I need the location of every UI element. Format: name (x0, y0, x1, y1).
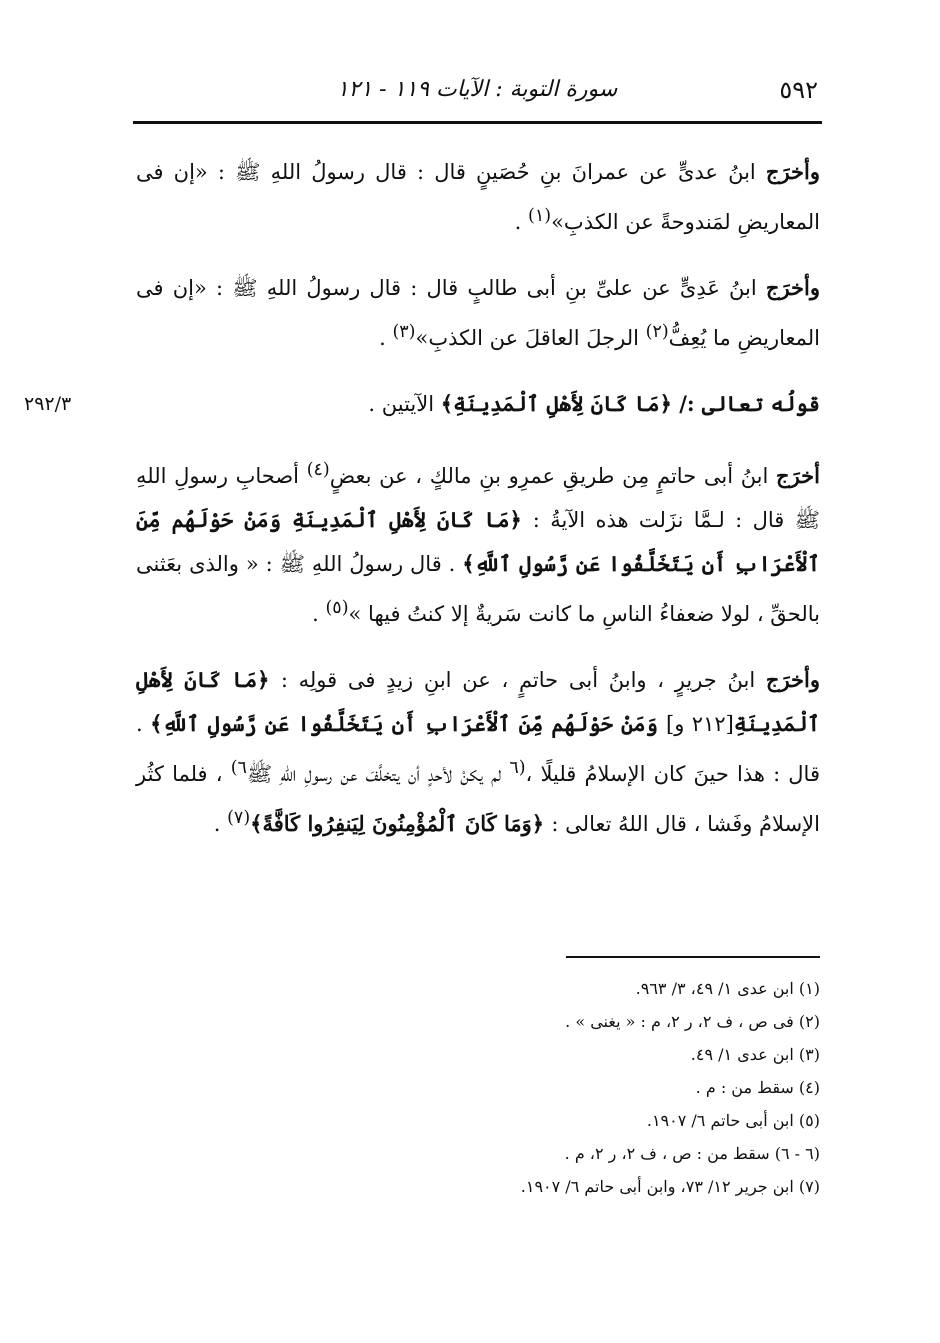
paragraph-end: . (514, 210, 529, 234)
footnote-marker: (٦ (509, 758, 526, 778)
footnote-marker: (٢) (645, 322, 669, 342)
manuscript-page-mark: [٢١٢ و] (666, 712, 734, 736)
footnote-marker: (٤) (306, 460, 330, 480)
paragraph-lead: أخرَج (776, 463, 820, 488)
quran-quote: وَمَنْ حَوْلَهُم مِّنَ ٱلْأَعْرَابِ أَن يَتَخَلَّفُوا عَن رَّسُولِ ٱللَّهِ﴾ (150, 711, 666, 736)
paragraph-text: ابنُ عَدِىٍّ عن علىِّ بنِ أبى طالبٍ قال : قال رسولُ اللهِ ﷺ : «إن فى المعاريضِ ما يُعِفُّ (136, 276, 820, 350)
paragraph-end: . (379, 326, 393, 350)
paragraph-ibn-adi-ali (136, 266, 820, 360)
paragraph-lead: وأخرَج (765, 667, 820, 692)
quran-quote: ﴿مَا كَانَ لِأَهْلِ ٱلْمَدِينَةِ وَمَنْ حَوْلَهُم مِّنَ ٱلْأَعْرَابِ أَن يَتَخَلَّفُوا عَن رَّسُولِ ٱللَّهِ﴾ (136, 507, 820, 576)
footnote-item: (١) ابن عدى ١/ ٤٩، ٣/ ٩٦٣. (635, 979, 820, 998)
paragraph-ibn-jarir (136, 658, 820, 846)
paragraph-ibn-abi-hatim (136, 448, 820, 636)
quran-quote: ﴿وَمَا كَانَ ٱلْمُؤْمِنُونَ لِيَنفِرُوا كَافَّةً﴾ (250, 811, 552, 836)
paragraph-text: الرجلَ العاقلَ عن الكذبِ» (415, 326, 646, 350)
paragraph-end: الآيتين . (368, 392, 441, 416)
paragraph-text: لم يكنْ لأحدٍ أن يتخلَّفَ عن رسولِ اللهِ ﷺ (246, 762, 510, 786)
paragraph-text: ابنُ أبى حاتمٍ مِن طريقِ عمرِو بنِ مالكٍ ، عن بعضٍ (329, 464, 777, 488)
footnote-marker: ٦) (230, 758, 247, 778)
running-title: سورة التوبة : الآيات ١١٩ - ١٢١ (336, 77, 618, 102)
quran-quote: ﴿مَا كَانَ لِأَهْلِ ٱلْمَدِينَةِ﴾ (440, 391, 680, 416)
footnote-rule (566, 956, 820, 958)
paragraph-end: . (312, 602, 326, 626)
footnote-marker: (٧) (227, 808, 251, 828)
footnote-marker: (٣) (392, 322, 416, 342)
footnote-item: (٣) ابن عدى ١/ ٤٩. (690, 1045, 820, 1064)
footnote-item: (٦ - ٦) سقط من : ص ، ف ٢، ر ٢، م . (564, 1144, 820, 1163)
verse-heading (24, 382, 820, 426)
paragraph-ibn-adi-imran (136, 150, 820, 244)
body-text (24, 150, 820, 868)
page-number: ٥٩٢ (779, 76, 818, 104)
paragraph-text: ابنُ جريرٍ ، وابنُ أبى حاتمٍ ، عن ابنِ زيدٍ فى قولِه : (280, 668, 766, 692)
footnote-marker: (٥) (325, 598, 349, 618)
margin-reference: ٢٩٢/٣ (24, 393, 72, 415)
verse-heading-lead: قولُه تعالى :/ (679, 391, 820, 416)
paragraph-text: . قال : هذا حينَ كان الإسلامُ قليلًا ، (136, 712, 820, 786)
footnote-item: (٧) ابن جرير ١٢/ ٧٣، وابن أبى حاتم ٦/ ١٩٠٧. (520, 1177, 820, 1196)
paragraph-lead: وأخرَج (765, 275, 820, 300)
footnote-item: (٤) سقط من : م . (695, 1078, 820, 1097)
paragraph-text: ، فلما كثُر الإسلامُ وفَشا ، قال اللهُ تعالى : (136, 762, 820, 836)
header-rule (133, 121, 822, 124)
paragraph-end: . (213, 812, 228, 836)
paragraph-lead: وأخرَج (765, 159, 820, 184)
paragraph-text: . قال رسولُ اللهِ ﷺ : « والذى بعَثنى بالحقِّ ، لولا ضعفاءُ الناسِ ما كانت سَريةٌ إلا كنتُ فيها » (136, 552, 820, 626)
quran-quote: ﴿مَا كَانَ لِأَهْلِ ٱلْمَدِينَةِ (136, 667, 820, 736)
footnote-item: (٥) ابن أبى حاتم ٦/ ١٩٠٧. (646, 1111, 820, 1130)
paragraph-text: أصحابِ رسولِ اللهِ ﷺ قال : لـمَّا نزَلت هذه الآيةُ : (136, 464, 820, 532)
footnote-item: (٢) فى ص ، ف ٢، ر ٢، م : « يغنى » . (565, 1012, 820, 1031)
footnote-marker: (١) (528, 206, 552, 226)
footnotes (136, 972, 820, 1203)
page-header (132, 74, 822, 114)
paragraph-text: ابنُ عدىٍّ عن عمرانَ بنِ حُصَينٍ قال : قال رسولُ اللهِ ﷺ : «إن فى المعاريضِ لمَندوحةً عن الكذبِ» (136, 160, 820, 234)
